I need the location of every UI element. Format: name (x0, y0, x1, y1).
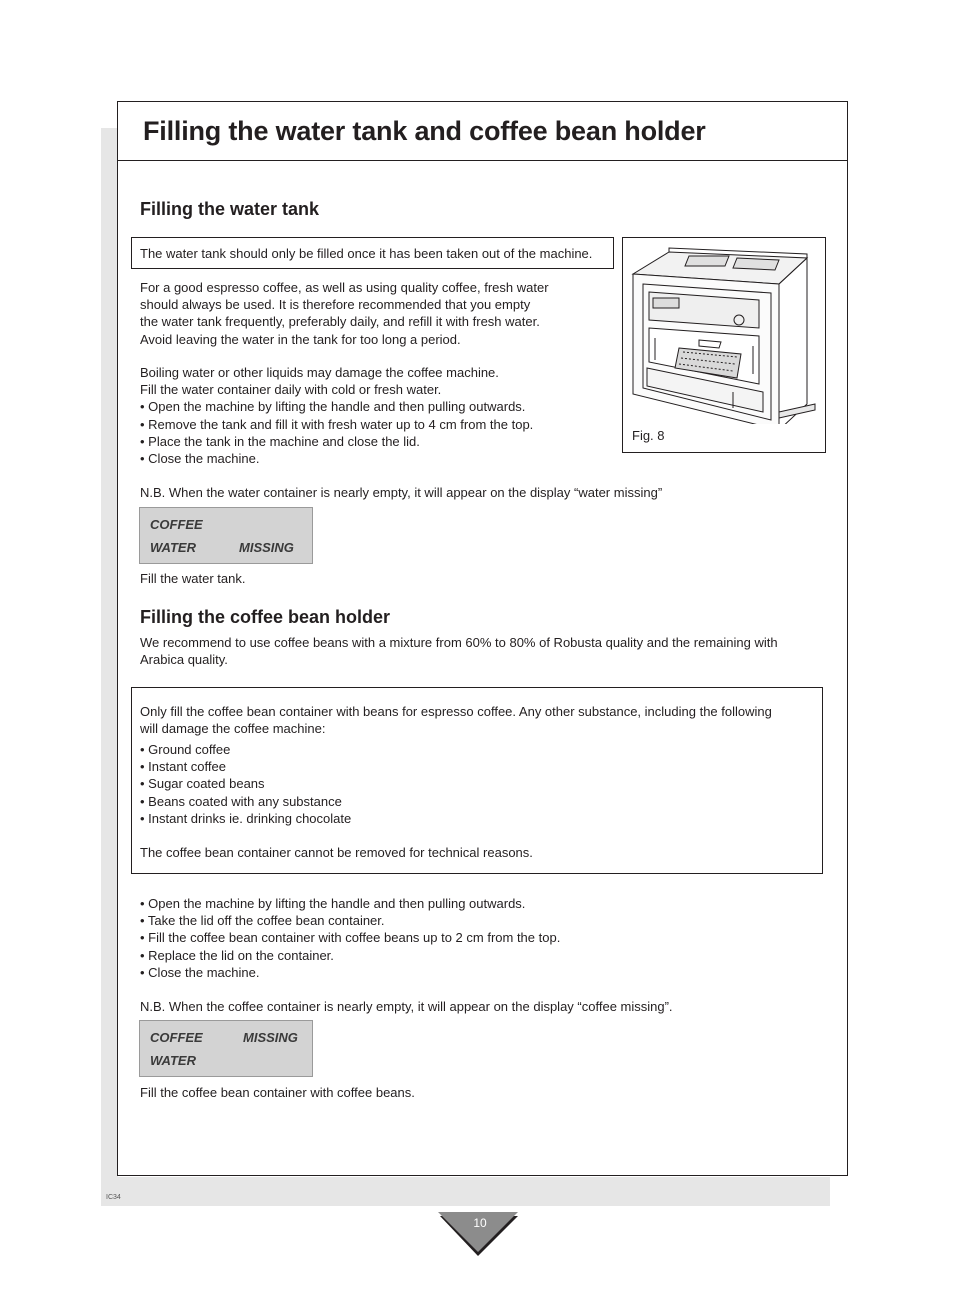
display-line2-right: MISSING (239, 540, 294, 555)
water-tank-heading: Filling the water tank (140, 199, 320, 219)
coffee-missing-display (139, 1020, 313, 1077)
display-line1-left: COFFEE (150, 1030, 203, 1045)
beans-warning-note: The coffee bean container cannot be removed for technical reasons. (140, 845, 533, 860)
document-code: IC34 (106, 1194, 121, 1201)
beans-warning-box (131, 687, 823, 874)
display-line2-left: WATER (150, 540, 196, 555)
figure-8 (622, 237, 826, 453)
water-steps-list: Boiling water or other liquids may damage the coffee machine. Fill the water container daily with cold or fresh water. • Open the machine by lifting the handle and then pulling outwards. • Remove the tank and fill it with fresh water up to 4 cm from the top. • Place the tank in the machine and close the lid. • Close the machine. (140, 365, 534, 467)
water-warning-text: The water tank should only be filled once it has been taken out of the machine. (140, 246, 593, 261)
display-line1-left: COFFEE (150, 517, 203, 532)
page-footer-band (101, 1177, 830, 1206)
display-line1-right: MISSING (243, 1030, 298, 1045)
water-missing-display (139, 507, 313, 564)
water-after-text: Fill the water tank. (140, 571, 246, 586)
coffee-bean-heading: Filling the coffee bean holder (140, 607, 391, 627)
figure-caption: Fig. 8 (632, 428, 665, 443)
coffee-machine-illustration (629, 244, 821, 424)
beans-steps-list: • Open the machine by lifting the handle and then pulling outwards. • Take the lid off the coffee bean container. • Fill the coffee bean container with coffee beans up to 2 cm from the top. • Replace the lid on the container. • Close the machine. (140, 896, 561, 980)
beans-intro-text: We recommend to use coffee beans with a mixture from 60% to 80% of Robusta quality and the remaining with Arabica quality. (140, 635, 778, 668)
beans-warning-list: • Ground coffee • Instant coffee • Sugar coated beans • Beans coated with any substance • Instant drinks ie. drinking chocolate (140, 742, 352, 826)
page-title: Filling the water tank and coffee bean holder (143, 116, 706, 146)
water-intro-text: For a good espresso coffee, as well as using quality coffee, fresh water should always be used. It is therefore recommended that you empty the water tank frequently, preferably daily, and refill it with fresh water. Avoid leaving the water in the tank for too long a period. (140, 280, 549, 347)
page-number: 10 (473, 1216, 487, 1230)
water-nb-text: N.B. When the water container is nearly empty, it will appear on the display “water missing” (140, 485, 663, 500)
beans-warning-intro: Only fill the coffee bean container with beans for espresso coffee. Any other substance, including the following will damage the coffee machine: (140, 704, 772, 737)
display-line2-left: WATER (150, 1053, 196, 1068)
beans-after-text: Fill the coffee bean container with coffee beans. (140, 1085, 415, 1100)
title-divider (117, 160, 848, 161)
beans-nb-text: N.B. When the coffee container is nearly empty, it will appear on the display “coffee missing”. (140, 999, 673, 1014)
water-warning-box (131, 237, 614, 269)
page-margin-band (101, 128, 118, 1206)
